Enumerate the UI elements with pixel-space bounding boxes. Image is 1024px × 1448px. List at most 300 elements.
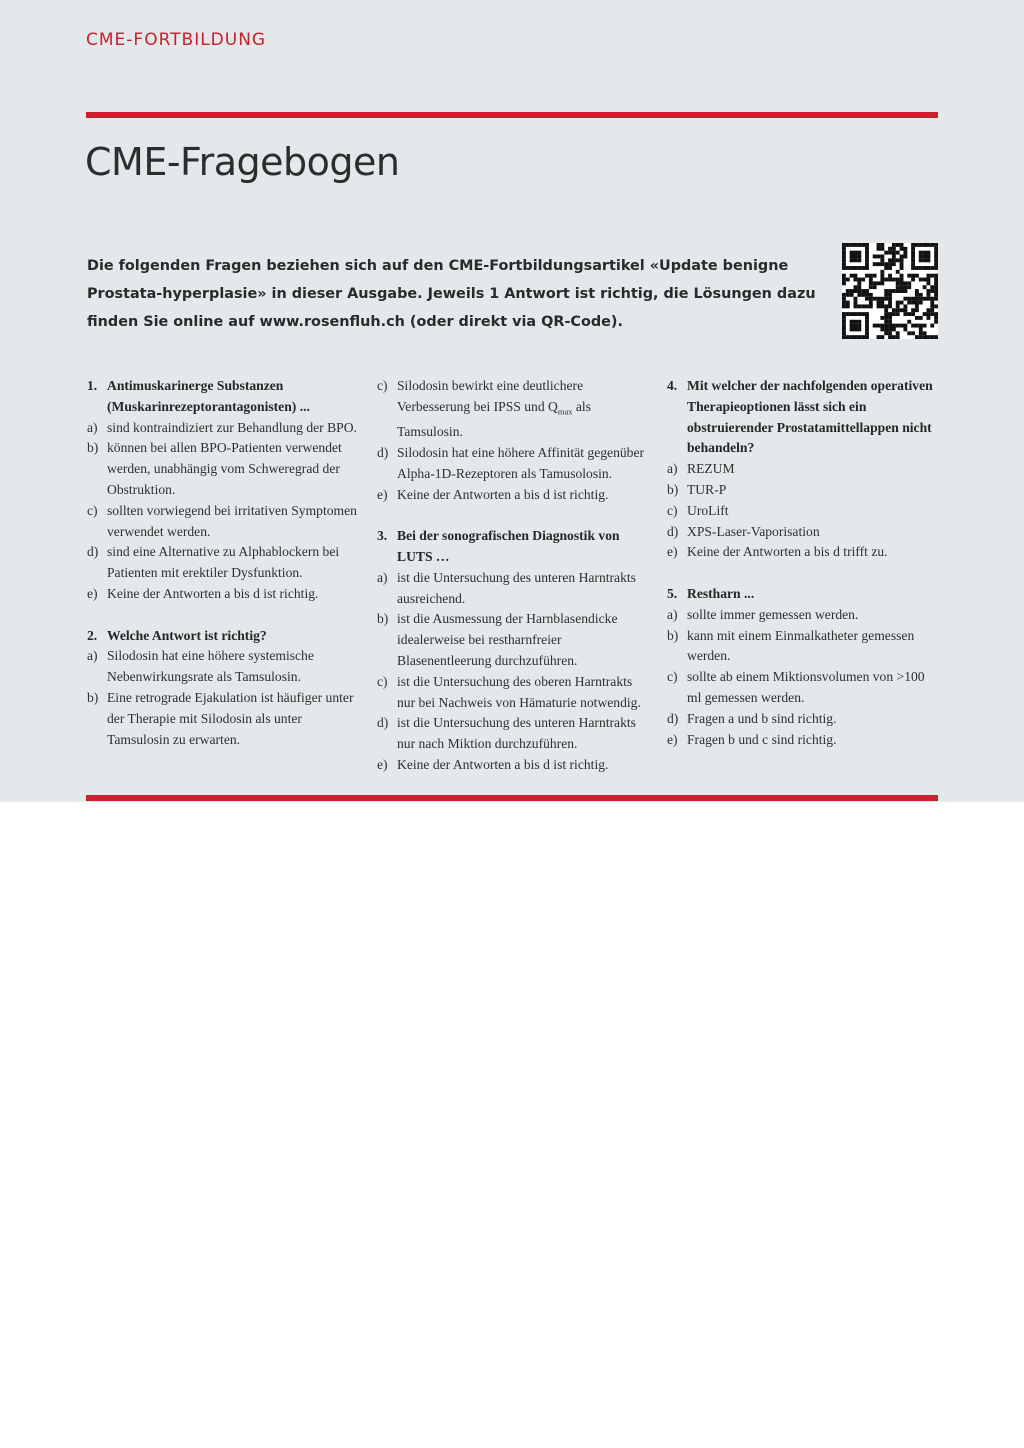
qr-module bbox=[873, 274, 877, 278]
qr-module bbox=[884, 316, 888, 320]
qr-module bbox=[907, 281, 911, 285]
qr-module bbox=[854, 297, 858, 301]
qr-module bbox=[888, 293, 892, 297]
answer-letter: a) bbox=[667, 606, 678, 622]
answer-text-part: als Tamsulosin. bbox=[397, 398, 591, 440]
qr-module bbox=[880, 255, 884, 259]
qr-module bbox=[888, 266, 892, 270]
qr-module bbox=[926, 278, 930, 282]
qr-module bbox=[915, 335, 919, 339]
qr-module bbox=[923, 258, 927, 262]
qr-module bbox=[865, 316, 869, 320]
answer-option bbox=[667, 542, 941, 563]
qr-module bbox=[854, 251, 858, 255]
qr-module bbox=[846, 301, 850, 305]
qr-module bbox=[896, 331, 900, 335]
qr-module bbox=[842, 243, 846, 247]
qr-module bbox=[842, 255, 846, 259]
qr-module bbox=[896, 312, 900, 316]
qr-module bbox=[869, 304, 873, 308]
qr-module bbox=[934, 255, 938, 259]
answer-text: Eine retrograde Ejakulation ist häufiger unter der Therapie mit Silodosin als unter Tamsulosin zu erwarten. bbox=[107, 689, 354, 747]
qr-module bbox=[850, 327, 854, 331]
qr-module bbox=[930, 266, 934, 270]
qr-module bbox=[934, 281, 938, 285]
qr-module bbox=[880, 301, 884, 305]
answer-option bbox=[667, 667, 941, 709]
answer-option bbox=[667, 709, 941, 730]
qr-module bbox=[915, 297, 919, 301]
qr-module bbox=[850, 324, 854, 328]
question-3 bbox=[377, 526, 649, 776]
qr-module bbox=[842, 301, 846, 305]
qr-module bbox=[880, 278, 884, 282]
qr-module bbox=[923, 331, 927, 335]
qr-module bbox=[880, 258, 884, 262]
qr-module bbox=[911, 312, 915, 316]
qr-module bbox=[934, 266, 938, 270]
answer-letter: c) bbox=[377, 673, 388, 689]
qr-module bbox=[926, 335, 930, 339]
qr-module bbox=[865, 243, 869, 247]
qr-module bbox=[926, 289, 930, 293]
answer-letter: e) bbox=[667, 731, 678, 747]
qr-module bbox=[880, 243, 884, 247]
qr-module bbox=[842, 312, 846, 316]
qr-module bbox=[884, 304, 888, 308]
qr-module bbox=[934, 320, 938, 324]
qr-code-graphic bbox=[842, 243, 938, 339]
qr-module bbox=[926, 308, 930, 312]
question-heading bbox=[667, 376, 941, 459]
qr-module bbox=[896, 304, 900, 308]
qr-module bbox=[857, 320, 861, 324]
qr-module bbox=[903, 308, 907, 312]
qr-module bbox=[930, 274, 934, 278]
qr-module bbox=[930, 335, 934, 339]
qr-module bbox=[911, 243, 915, 247]
answer-text: sollten vorwiegend bei irritativen Symptomen verwendet werden. bbox=[107, 502, 357, 539]
qr-module bbox=[919, 301, 923, 305]
qr-module bbox=[850, 258, 854, 262]
qr-module bbox=[903, 247, 907, 251]
qr-module bbox=[907, 312, 911, 316]
answer-option bbox=[87, 646, 361, 688]
qr-module bbox=[888, 331, 892, 335]
answer-option bbox=[377, 485, 649, 506]
qr-module bbox=[903, 324, 907, 328]
qr-module bbox=[850, 293, 854, 297]
qr-module bbox=[934, 312, 938, 316]
qr-module bbox=[934, 285, 938, 289]
qr-module bbox=[892, 324, 896, 328]
question-1 bbox=[87, 376, 361, 605]
answer-letter: b) bbox=[667, 481, 679, 497]
qr-module bbox=[903, 327, 907, 331]
question-heading bbox=[377, 526, 649, 568]
qr-module bbox=[903, 281, 907, 285]
qr-module bbox=[877, 335, 881, 339]
qr-module bbox=[842, 262, 846, 266]
qr-module bbox=[850, 320, 854, 324]
qr-module bbox=[857, 335, 861, 339]
qr-module bbox=[896, 324, 900, 328]
qr-module bbox=[892, 335, 896, 339]
qr-module bbox=[919, 258, 923, 262]
qr-module bbox=[850, 251, 854, 255]
qr-module bbox=[930, 243, 934, 247]
qr-module bbox=[911, 274, 915, 278]
qr-module bbox=[930, 312, 934, 316]
answer-letter: b) bbox=[377, 611, 389, 627]
qr-module bbox=[923, 266, 927, 270]
qr-module bbox=[877, 304, 881, 308]
qr-module bbox=[911, 247, 915, 251]
section-label: CME-FORTBILDUNG bbox=[86, 30, 267, 50]
qr-module bbox=[930, 297, 934, 301]
question-4 bbox=[667, 376, 941, 563]
answer-text-part: Silodosin bewirkt eine deutlichere Verbesserung bei IPSS und Q bbox=[397, 378, 584, 414]
qr-module bbox=[900, 289, 904, 293]
qr-module bbox=[896, 335, 900, 339]
qr-module bbox=[892, 243, 896, 247]
qr-module bbox=[892, 327, 896, 331]
qr-module bbox=[915, 293, 919, 297]
qr-module bbox=[919, 331, 923, 335]
qr-module bbox=[919, 327, 923, 331]
qr-module bbox=[926, 251, 930, 255]
qr-module bbox=[869, 297, 873, 301]
qr-module bbox=[857, 327, 861, 331]
qr-module bbox=[934, 262, 938, 266]
answer-letter: a) bbox=[667, 461, 678, 477]
qr-module bbox=[907, 274, 911, 278]
question-2-continued bbox=[377, 376, 649, 506]
qr-module bbox=[861, 312, 865, 316]
qr-module bbox=[919, 251, 923, 255]
qr-module bbox=[923, 285, 927, 289]
qr-module bbox=[857, 312, 861, 316]
qr-module bbox=[846, 289, 850, 293]
qr-module bbox=[900, 258, 904, 262]
answer-option bbox=[377, 713, 649, 755]
qr-module bbox=[865, 289, 869, 293]
qr-module bbox=[884, 312, 888, 316]
qr-module bbox=[896, 278, 900, 282]
qr-module bbox=[873, 255, 877, 259]
qr-module bbox=[865, 274, 869, 278]
qr-module bbox=[919, 255, 923, 259]
qr-module bbox=[854, 304, 858, 308]
answer-letter: d) bbox=[377, 715, 389, 731]
answer-letter: c) bbox=[667, 669, 678, 685]
qr-module bbox=[911, 331, 915, 335]
qr-module bbox=[842, 278, 846, 282]
qr-module bbox=[934, 247, 938, 251]
qr-module bbox=[850, 289, 854, 293]
qr-module bbox=[877, 281, 881, 285]
qr-module bbox=[865, 331, 869, 335]
qr-module bbox=[900, 262, 904, 266]
qr-module bbox=[842, 258, 846, 262]
qr-module bbox=[923, 324, 927, 328]
qr-module bbox=[865, 293, 869, 297]
qr-module bbox=[884, 308, 888, 312]
qr-module bbox=[842, 297, 846, 301]
qr-module bbox=[903, 304, 907, 308]
qr-module bbox=[884, 324, 888, 328]
qr-module bbox=[926, 293, 930, 297]
qr-module bbox=[861, 289, 865, 293]
qr-module bbox=[915, 304, 919, 308]
qr-module bbox=[854, 274, 858, 278]
bottom-divider bbox=[86, 795, 938, 801]
answer-letter: a) bbox=[87, 648, 98, 664]
answer-option bbox=[667, 459, 941, 480]
answer-letter: d) bbox=[377, 445, 389, 461]
qr-module bbox=[923, 297, 927, 301]
qr-module bbox=[854, 324, 858, 328]
answer-option bbox=[87, 501, 361, 543]
qr-module bbox=[865, 320, 869, 324]
qr-module bbox=[880, 297, 884, 301]
qr-module bbox=[842, 251, 846, 255]
qr-module bbox=[857, 285, 861, 289]
qr-module bbox=[934, 251, 938, 255]
answer-option bbox=[87, 542, 361, 584]
qr-module bbox=[930, 289, 934, 293]
qr-module bbox=[869, 281, 873, 285]
qr-module bbox=[865, 262, 869, 266]
qr-module bbox=[888, 297, 892, 301]
qr-module bbox=[877, 324, 881, 328]
answer-text: Keine der Antworten a bis d trifft zu. bbox=[687, 544, 888, 560]
qr-module bbox=[854, 255, 858, 259]
qr-module bbox=[842, 281, 846, 285]
qr-module bbox=[907, 320, 911, 324]
answer-letter: e) bbox=[87, 585, 98, 601]
answer-text: kann mit einem Einmalkatheter gemessen werden. bbox=[687, 627, 915, 664]
qr-module bbox=[903, 285, 907, 289]
question-text: Bei der sonografischen Diagnostik von LUTS … bbox=[397, 528, 620, 565]
qr-module bbox=[900, 301, 904, 305]
qr-module bbox=[896, 270, 900, 274]
qr-module bbox=[846, 304, 850, 308]
qr-module bbox=[888, 278, 892, 282]
qr-module bbox=[919, 266, 923, 270]
qr-module bbox=[896, 258, 900, 262]
qr-module bbox=[842, 335, 846, 339]
qr-module bbox=[911, 262, 915, 266]
qr-module bbox=[919, 243, 923, 247]
question-number: 4. bbox=[667, 378, 678, 393]
qr-module bbox=[896, 285, 900, 289]
answer-letter: a) bbox=[87, 419, 98, 435]
answer-text: Keine der Antworten a bis d ist richtig. bbox=[107, 585, 319, 601]
qr-module bbox=[865, 297, 869, 301]
qr-module bbox=[865, 247, 869, 251]
qr-module bbox=[934, 297, 938, 301]
qr-module bbox=[869, 274, 873, 278]
qr-module bbox=[930, 301, 934, 305]
qr-module bbox=[854, 258, 858, 262]
qr-module bbox=[900, 308, 904, 312]
answer-option bbox=[667, 605, 941, 626]
qr-module bbox=[888, 274, 892, 278]
qr-module bbox=[850, 335, 854, 339]
qr-module bbox=[880, 270, 884, 274]
question-heading bbox=[667, 584, 941, 605]
qr-module bbox=[896, 281, 900, 285]
qr-module bbox=[888, 262, 892, 266]
qr-module bbox=[915, 324, 919, 328]
qr-module bbox=[880, 247, 884, 251]
qr-module bbox=[873, 324, 877, 328]
qr-module bbox=[854, 285, 858, 289]
qr-module bbox=[900, 255, 904, 259]
answer-text: ist die Untersuchung des oberen Harntrakts nur bei Nachweis von Hämaturie notwendig. bbox=[397, 673, 641, 710]
answer-letter: b) bbox=[87, 440, 99, 456]
qr-module bbox=[919, 293, 923, 297]
qr-module bbox=[888, 258, 892, 262]
answer-text: REZUM bbox=[687, 461, 735, 477]
top-divider bbox=[86, 112, 938, 118]
answer-text: XPS-Laser-Vaporisation bbox=[687, 523, 820, 539]
qr-module bbox=[880, 274, 884, 278]
qr-module bbox=[934, 293, 938, 297]
column-2 bbox=[377, 376, 649, 797]
qr-module bbox=[877, 301, 881, 305]
answer-option bbox=[377, 443, 649, 485]
qr-module bbox=[888, 304, 892, 308]
qr-module bbox=[880, 327, 884, 331]
qr-module bbox=[884, 327, 888, 331]
qr-module bbox=[911, 258, 915, 262]
answer-letter: d) bbox=[87, 544, 99, 560]
qr-module bbox=[888, 316, 892, 320]
qr-module bbox=[857, 324, 861, 328]
qr-module bbox=[888, 320, 892, 324]
answer-option bbox=[377, 376, 649, 443]
qr-module bbox=[926, 316, 930, 320]
qr-module bbox=[934, 243, 938, 247]
qr-module bbox=[846, 293, 850, 297]
qr-module bbox=[873, 297, 877, 301]
qr-module bbox=[877, 262, 881, 266]
question-heading bbox=[87, 376, 361, 418]
qr-module bbox=[861, 278, 865, 282]
qr-module bbox=[861, 293, 865, 297]
qr-module bbox=[923, 255, 927, 259]
qr-module bbox=[846, 266, 850, 270]
qr-module bbox=[911, 266, 915, 270]
qr-module bbox=[880, 262, 884, 266]
qr-module bbox=[880, 316, 884, 320]
question-number: 5. bbox=[667, 585, 678, 601]
qr-module bbox=[923, 335, 927, 339]
qr-module bbox=[850, 312, 854, 316]
answer-letter: c) bbox=[667, 502, 678, 518]
qr-module bbox=[861, 304, 865, 308]
qr-module bbox=[926, 255, 930, 259]
qr-module bbox=[854, 335, 858, 339]
question-text: Restharn ... bbox=[687, 585, 755, 601]
qr-code-icon[interactable] bbox=[842, 243, 938, 339]
answer-text: ist die Ausmessung der Harnblasendicke idealerweise bei restharnfreier Blasenentleerung durchzuführen. bbox=[397, 611, 618, 669]
qr-module bbox=[857, 289, 861, 293]
qr-module bbox=[900, 324, 904, 328]
answer-text: Fragen b und c sind richtig. bbox=[687, 731, 837, 747]
qr-module bbox=[846, 335, 850, 339]
qr-module bbox=[880, 335, 884, 339]
answer-text: sind eine Alternative zu Alphablockern bei Patienten mit erektiler Dysfunktion. bbox=[107, 544, 340, 581]
qr-module bbox=[911, 251, 915, 255]
qr-module bbox=[842, 331, 846, 335]
qr-module bbox=[842, 293, 846, 297]
qr-module bbox=[857, 258, 861, 262]
qr-module bbox=[911, 301, 915, 305]
qr-module bbox=[865, 335, 869, 339]
qr-module bbox=[888, 335, 892, 339]
qr-module bbox=[900, 285, 904, 289]
question-heading bbox=[87, 626, 361, 647]
qr-module bbox=[915, 301, 919, 305]
qr-module bbox=[923, 243, 927, 247]
qr-module bbox=[842, 304, 846, 308]
question-text: Welche Antwort ist richtig? bbox=[107, 627, 267, 643]
qr-module bbox=[934, 278, 938, 282]
qr-module bbox=[903, 251, 907, 255]
qr-module bbox=[865, 258, 869, 262]
qr-module bbox=[846, 243, 850, 247]
qr-module bbox=[857, 281, 861, 285]
qr-module bbox=[884, 289, 888, 293]
qr-module bbox=[850, 266, 854, 270]
qr-module bbox=[857, 255, 861, 259]
qr-module bbox=[892, 278, 896, 282]
qr-module bbox=[934, 316, 938, 320]
qr-module bbox=[926, 258, 930, 262]
qr-module bbox=[888, 289, 892, 293]
question-number: 2. bbox=[87, 627, 98, 643]
answer-letter: e) bbox=[377, 757, 388, 773]
qr-module bbox=[903, 312, 907, 316]
qr-module bbox=[934, 335, 938, 339]
qr-module bbox=[919, 278, 923, 282]
qr-module bbox=[911, 324, 915, 328]
answer-option bbox=[377, 609, 649, 671]
qr-module bbox=[884, 266, 888, 270]
answer-text: können bei allen BPO-Patienten verwendet werden, unabhängig vom Schweregrad der Obstruktion. bbox=[107, 440, 342, 497]
qr-module bbox=[857, 304, 861, 308]
qr-module bbox=[900, 266, 904, 270]
qr-module bbox=[884, 297, 888, 301]
qr-module bbox=[884, 293, 888, 297]
qr-module bbox=[880, 304, 884, 308]
qr-module bbox=[926, 281, 930, 285]
qr-module bbox=[884, 278, 888, 282]
qr-module bbox=[857, 251, 861, 255]
qr-module bbox=[926, 312, 930, 316]
qr-module bbox=[900, 247, 904, 251]
qr-module bbox=[846, 312, 850, 316]
answer-letter: b) bbox=[667, 627, 679, 643]
qr-module bbox=[915, 266, 919, 270]
qr-module bbox=[926, 297, 930, 301]
answer-option bbox=[667, 480, 941, 501]
answer-option bbox=[377, 755, 649, 776]
qr-module bbox=[854, 312, 858, 316]
